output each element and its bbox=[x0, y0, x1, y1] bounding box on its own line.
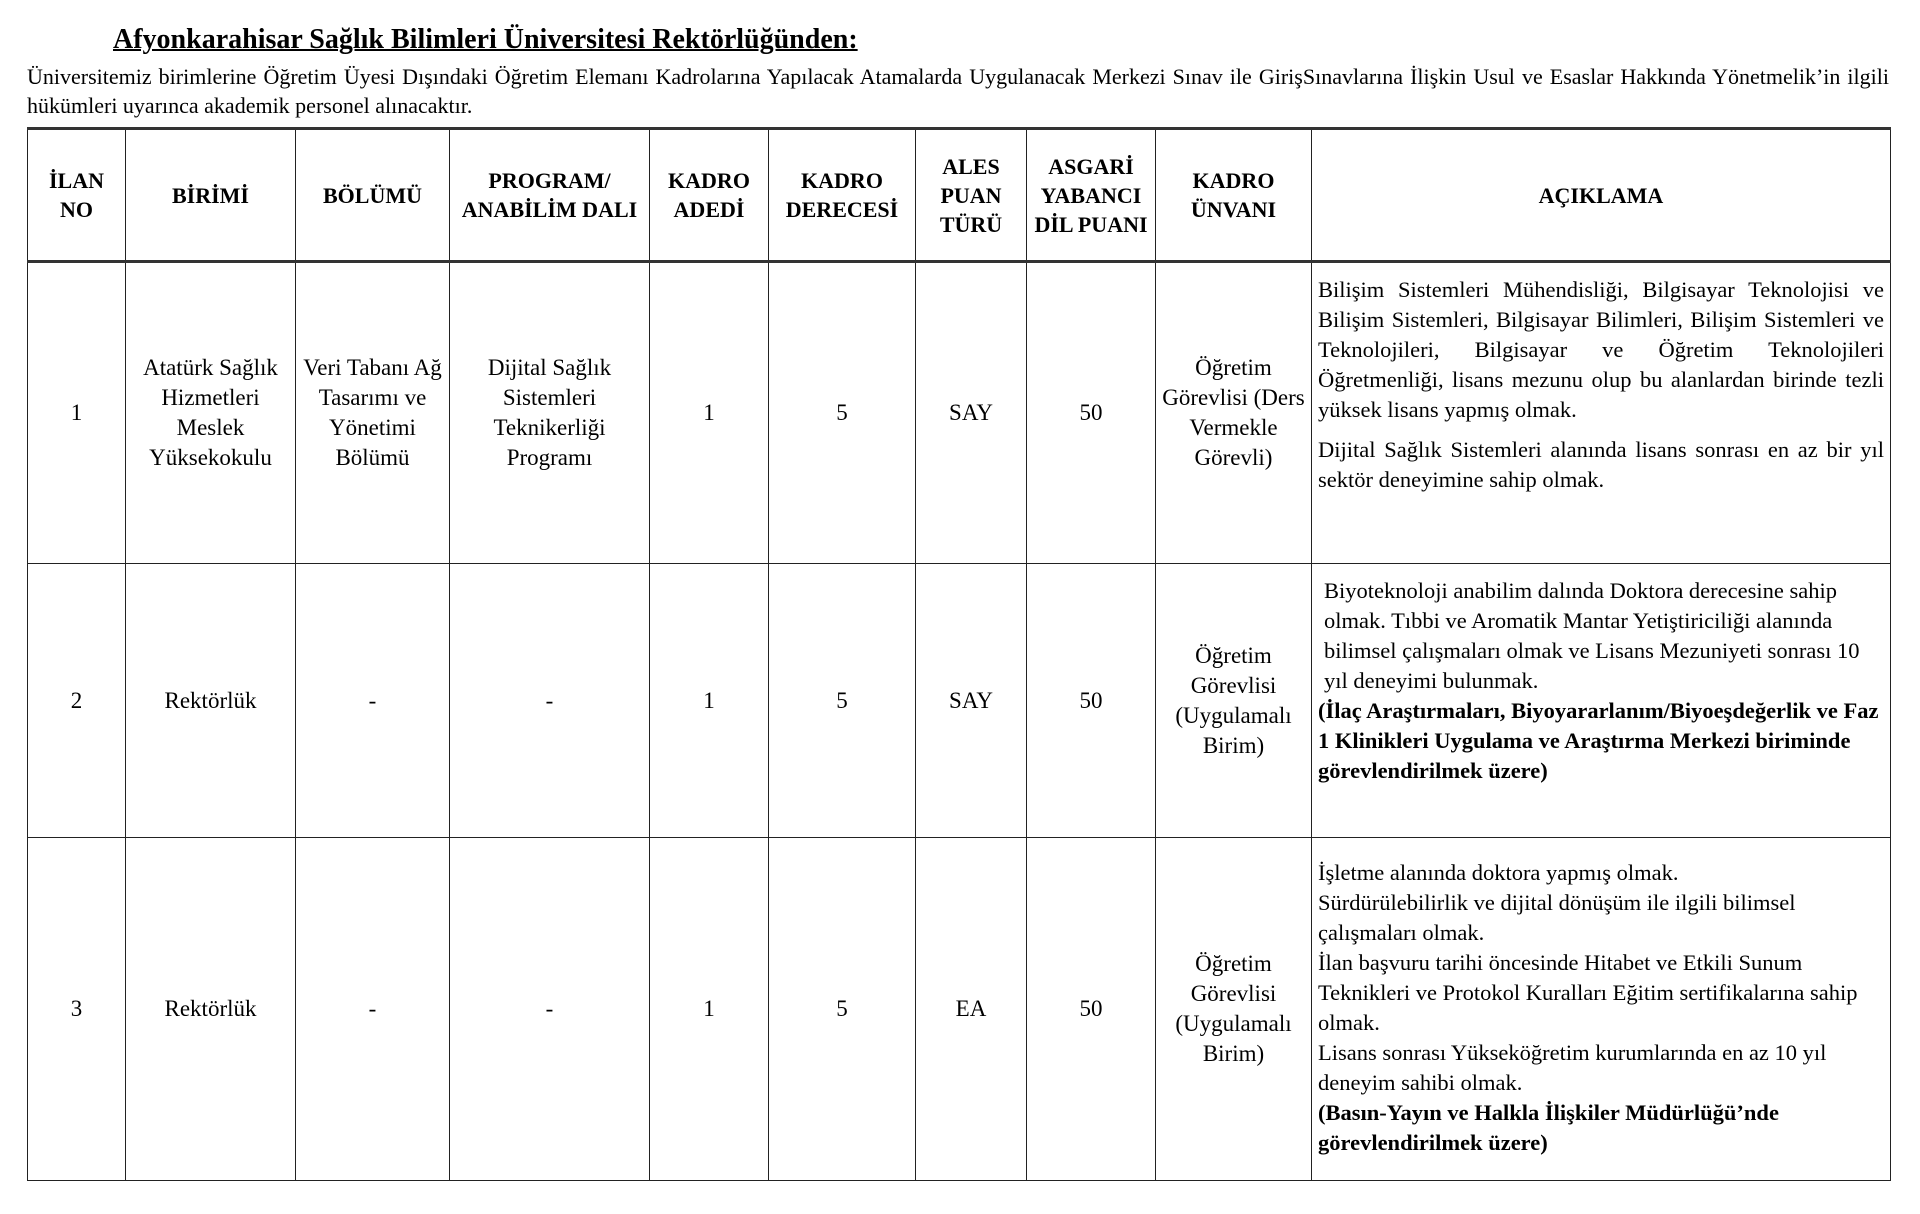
intro-paragraph: Üniversitemiz birimlerine Öğretim Üyesi Dışındaki Öğretim Elemanı Kadrolarına Yapılacak Atamalarda Uygulanacak Merkezi Sınav ile GirişSınavlarına İlişkin Usul ve Esaslar Hakkında Yönetmelik’in ilgili hükümleri uyarınca akademik personel alınacaktır. bbox=[27, 64, 1889, 118]
document-title: Afyonkarahisar Sağlık Bilimleri Üniversitesi Rektörlüğünden: bbox=[113, 24, 858, 55]
cell-kadro-adedi: 1 bbox=[650, 564, 769, 838]
cell-dil-puani: 50 bbox=[1027, 838, 1156, 1181]
cell-aciklama bbox=[1312, 262, 1891, 564]
header-kadro-adedi: KADRO ADEDİ bbox=[650, 129, 769, 262]
cell-kadro-derecesi: 5 bbox=[769, 262, 916, 564]
header-program: PROGRAM/ ANABİLİM DALI bbox=[450, 129, 650, 262]
cell-kadro-unvani: Öğretim Görevlisi (Uygulamalı Birim) bbox=[1156, 838, 1312, 1181]
cell-birimi: Rektörlük bbox=[126, 838, 296, 1181]
header-kadro-unvani: KADRO ÜNVANI bbox=[1156, 129, 1312, 262]
aciklama-paragraph: Dijital Sağlık Sistemleri alanında lisans sonrası en az bir yıl sektör deneyimine sahip olmak. bbox=[1318, 437, 1884, 492]
header-kadro-derecesi: KADRO DERECESİ bbox=[769, 129, 916, 262]
vacancy-table bbox=[27, 127, 1891, 1181]
header-bolumu: BÖLÜMÜ bbox=[296, 129, 450, 262]
table-row bbox=[28, 262, 1891, 564]
cell-kadro-unvani: Öğretim Görevlisi (Uygulamalı Birim) bbox=[1156, 564, 1312, 838]
header-ales: ALES PUAN TÜRÜ bbox=[916, 129, 1027, 262]
aciklama-line: İşletme alanında doktora yapmış olmak. bbox=[1318, 860, 1679, 885]
cell-ilan-no: 2 bbox=[28, 564, 126, 838]
table-row bbox=[28, 564, 1891, 838]
cell-kadro-unvani: Öğretim Görevlisi (Ders Vermekle Görevli) bbox=[1156, 262, 1312, 564]
aciklama-line: Sürdürülebilirlik ve dijital dönüşüm ile ilgili bilimsel çalışmaları olmak. bbox=[1318, 890, 1796, 945]
table-header-row bbox=[28, 129, 1891, 262]
cell-dil-puani: 50 bbox=[1027, 564, 1156, 838]
cell-kadro-derecesi: 5 bbox=[769, 564, 916, 838]
aciklama-line: İlan başvuru tarihi öncesinde Hitabet ve Etkili Sunum Teknikleri ve Protokol Kuralları Eğitim sertifikalarına sahip olmak. bbox=[1318, 950, 1858, 1035]
cell-ilan-no: 1 bbox=[28, 262, 126, 564]
cell-ales: SAY bbox=[916, 262, 1027, 564]
cell-aciklama bbox=[1312, 838, 1891, 1181]
cell-kadro-adedi: 1 bbox=[650, 838, 769, 1181]
cell-bolumu: - bbox=[296, 564, 450, 838]
aciklama-text: Biyoteknoloji anabilim dalında Doktora derecesine sahip olmak. Tıbbi ve Aromatik Mantar Yetiştiriciliği alanında bilimsel çalışmaları olmak ve Lisans Mezuniyeti sonrası 10 yıl deneyimi bulunmak. bbox=[1324, 578, 1860, 693]
aciklama-bold-text: (İlaç Araştırmaları, Biyoyararlanım/Biyoeşdeğerlik ve Faz 1 Klinikleri Uygulama ve Araştırma Merkezi biriminde görevlendirilmek üzere) bbox=[1318, 698, 1879, 783]
header-ilan-no: İLAN NO bbox=[28, 129, 126, 262]
header-aciklama: AÇIKLAMA bbox=[1312, 129, 1891, 262]
cell-program: Dijital Sağlık Sistemleri Teknikerliği Programı bbox=[450, 262, 650, 564]
cell-ales: SAY bbox=[916, 564, 1027, 838]
cell-aciklama bbox=[1312, 564, 1891, 838]
aciklama-line: Lisans sonrası Yükseköğretim kurumlarında en az 10 yıl deneyim sahibi olmak. bbox=[1318, 1040, 1827, 1095]
cell-program: - bbox=[450, 838, 650, 1181]
table-row bbox=[28, 838, 1891, 1181]
cell-bolumu: - bbox=[296, 838, 450, 1181]
cell-birimi: Rektörlük bbox=[126, 564, 296, 838]
header-dil-puani: ASGARİ YABANCI DİL PUANI bbox=[1027, 129, 1156, 262]
cell-dil-puani: 50 bbox=[1027, 262, 1156, 564]
aciklama-paragraph: Bilişim Sistemleri Mühendisliği, Bilgisayar Teknolojisi ve Bilişim Sistemleri, Bilgisayar Bilimleri, Bilişim Sistemleri ve Teknolojileri, Bilgisayar ve Öğretim Teknolojileri Öğretmenliği, lisans mezunu olup bu alanlardan birinde tezli yüksek lisans yapmış olmak. bbox=[1318, 277, 1884, 422]
aciklama-bold-text: (Basın-Yayın ve Halkla İlişkiler Müdürlüğü’nde görevlendirilmek üzere) bbox=[1318, 1100, 1779, 1155]
cell-ales: EA bbox=[916, 838, 1027, 1181]
cell-program: - bbox=[450, 564, 650, 838]
cell-birimi: Atatürk Sağlık Hizmetleri Meslek Yüksekokulu bbox=[126, 262, 296, 564]
header-birimi: BİRİMİ bbox=[126, 129, 296, 262]
cell-kadro-derecesi: 5 bbox=[769, 838, 916, 1181]
cell-ilan-no: 3 bbox=[28, 838, 126, 1181]
cell-bolumu: Veri Tabanı Ağ Tasarımı ve Yönetimi Bölümü bbox=[296, 262, 450, 564]
cell-kadro-adedi: 1 bbox=[650, 262, 769, 564]
